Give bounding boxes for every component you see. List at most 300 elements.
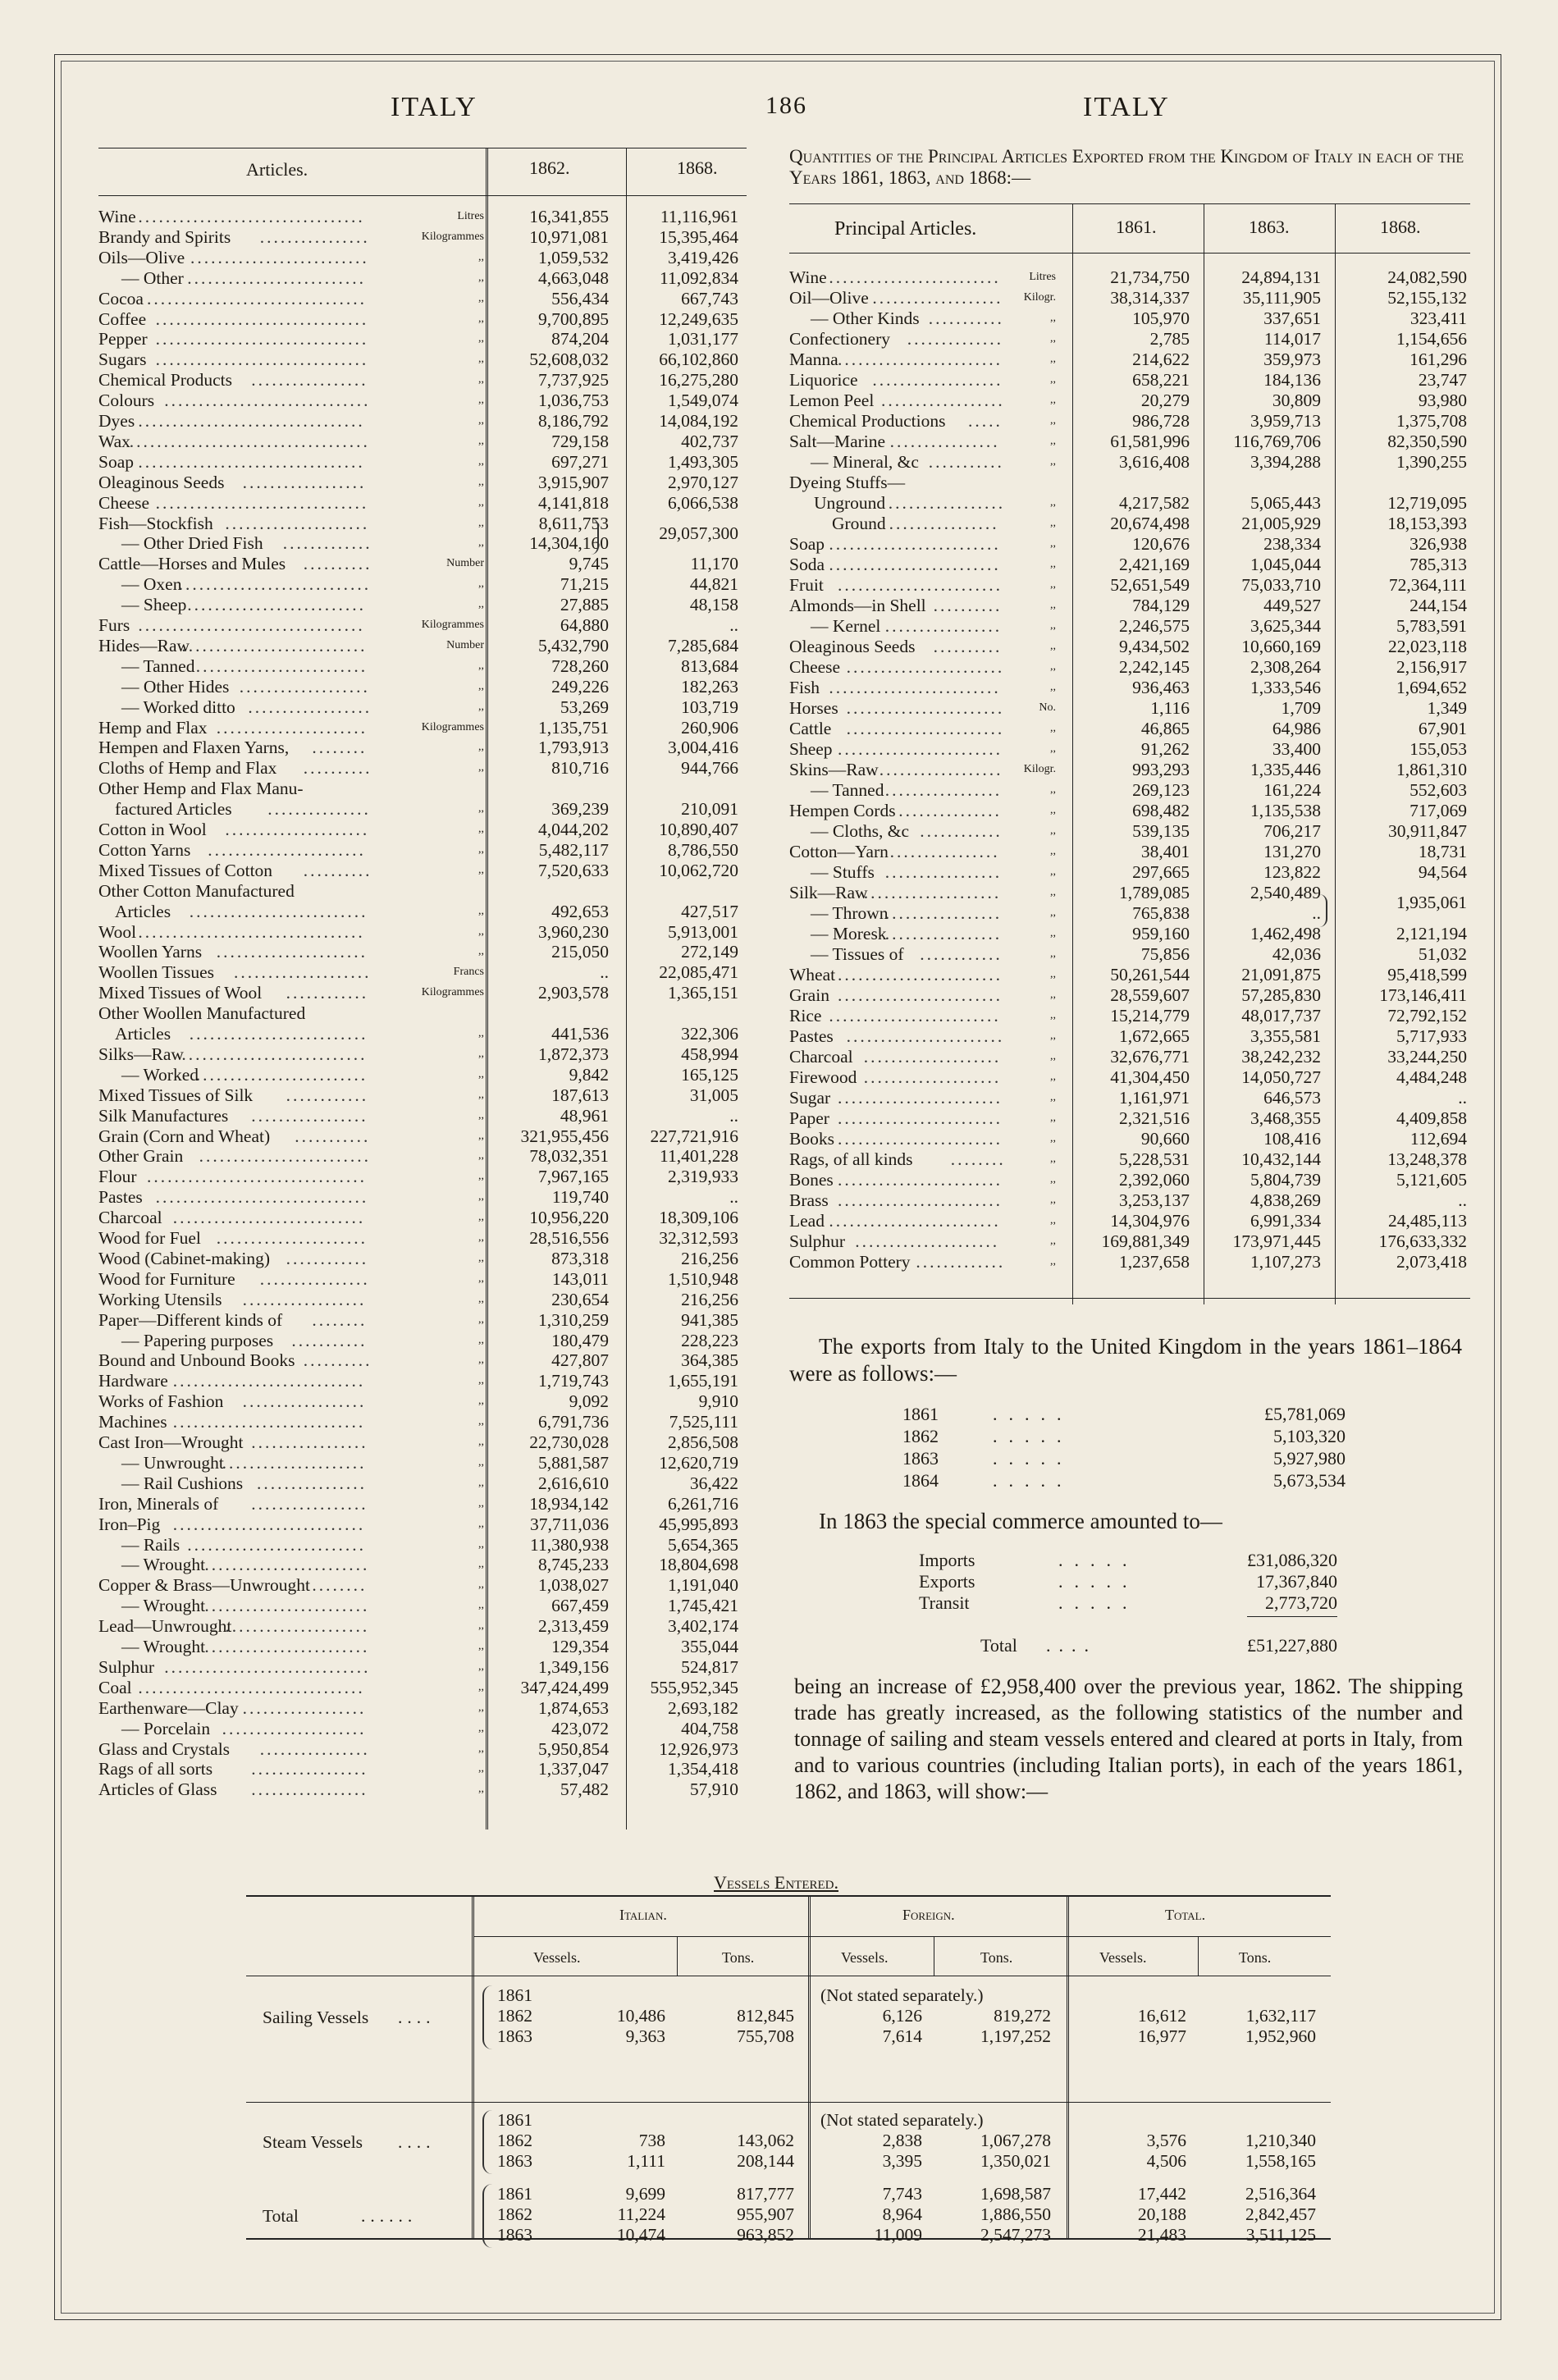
exports-unit: ,, bbox=[1050, 660, 1056, 673]
vessels-value: 2,547,273 bbox=[980, 2225, 1051, 2245]
exports-value-1861: 50,261,544 bbox=[1110, 965, 1190, 984]
exports-leader-dots: .................... bbox=[863, 883, 1002, 902]
exports-article-name: Firewood bbox=[789, 1067, 857, 1087]
exports-row bbox=[789, 1252, 1470, 1272]
imports-value-1862: 2,313,459 bbox=[538, 1616, 609, 1637]
imports-value-1868: 813,684 bbox=[681, 656, 738, 676]
imports-row bbox=[98, 1085, 747, 1105]
imports-row bbox=[98, 1719, 747, 1738]
imports-article-name: Wood (Cabinet-making) bbox=[98, 1248, 271, 1268]
imports-unit: ,, bbox=[478, 414, 484, 427]
imports-article-name: Wax bbox=[98, 431, 130, 451]
imports-value-1868: 404,758 bbox=[681, 1718, 738, 1738]
imports-value-1868: 11,170 bbox=[690, 554, 738, 574]
imports-row bbox=[98, 391, 747, 410]
imports-value-1868: 6,066,538 bbox=[668, 492, 738, 513]
imports-value-1862: 78,032,351 bbox=[529, 1146, 609, 1167]
exports-value-1861: 3,616,408 bbox=[1119, 452, 1190, 472]
imports-value-1868: 5,654,365 bbox=[668, 1534, 738, 1555]
imports-leader-dots: ............. bbox=[282, 533, 372, 554]
imports-row bbox=[98, 248, 747, 267]
exports-article-name: Paper bbox=[789, 1108, 829, 1128]
imports-value-1862: 22,730,028 bbox=[529, 1432, 609, 1452]
vessels-year: 1863 bbox=[497, 2225, 532, 2245]
imports-value-1868: 228,223 bbox=[681, 1330, 738, 1350]
exports-leader-dots: ........................ bbox=[838, 349, 1003, 369]
imports-article-name: Charcoal bbox=[98, 1208, 162, 1228]
imports-value-1862: 1,310,259 bbox=[538, 1309, 609, 1330]
imports-row bbox=[98, 227, 747, 247]
imports-row bbox=[98, 1494, 747, 1514]
vessels-value: 819,272 bbox=[994, 2006, 1051, 2026]
imports-article-name: Wood for Fuel bbox=[98, 1228, 201, 1248]
exports-unit: ,, bbox=[1050, 1255, 1056, 1268]
imports-article-name: — Sheep bbox=[121, 595, 187, 615]
imports-article-name: Lead—Unwrought bbox=[98, 1616, 232, 1637]
imports-value-1862: 7,967,165 bbox=[538, 1167, 609, 1187]
imports-leader-dots: ..................... bbox=[225, 513, 370, 533]
imports-row bbox=[98, 656, 747, 676]
exports-value-1861: 936,463 bbox=[1132, 678, 1190, 697]
imports-article-name: — Rail Cushions bbox=[121, 1473, 244, 1493]
exports-article-name: Grain bbox=[789, 985, 829, 1005]
imports-unit: ,, bbox=[478, 1619, 484, 1633]
imports-leader-dots: .................... bbox=[234, 962, 372, 983]
imports-value-1868: 29,057,300 bbox=[659, 523, 738, 543]
imports-value-1862: 180,479 bbox=[551, 1330, 609, 1350]
exports-row bbox=[789, 903, 1470, 923]
vessels-value: 208,144 bbox=[737, 2151, 794, 2171]
imports-article-name: — Other Dried Fish bbox=[121, 533, 263, 554]
imports-article-name: — Tanned bbox=[121, 656, 195, 676]
vessels-value: 1,952,960 bbox=[1245, 2026, 1316, 2046]
exports-row bbox=[789, 1149, 1470, 1169]
exports-col-1868: 1868. bbox=[1380, 217, 1421, 237]
exports-value-1863: .. bbox=[1312, 903, 1321, 923]
imports-leader-dots: ............................ bbox=[172, 1514, 366, 1534]
exports-unit: ,, bbox=[1050, 1091, 1056, 1103]
imports-unit: ,, bbox=[478, 1762, 484, 1775]
exports-value-1868: 1,375,708 bbox=[1396, 411, 1467, 431]
exports-leader-dots: ................. bbox=[888, 493, 1006, 513]
commerce-row bbox=[919, 1551, 1337, 1570]
exports-unit: No. bbox=[1039, 701, 1056, 714]
exports-row bbox=[789, 862, 1470, 882]
imports-unit: ,, bbox=[478, 1231, 484, 1244]
imports-unit: ,, bbox=[478, 1701, 484, 1714]
exports-leader-dots: ........................ bbox=[838, 575, 1003, 595]
imports-value-1862: .. bbox=[600, 962, 609, 983]
imports-article-name: Brandy and Spirits bbox=[98, 226, 231, 247]
imports-value-1862: 9,700,895 bbox=[538, 308, 609, 329]
exports-leader-dots: ........................ bbox=[838, 1170, 1003, 1190]
imports-article-name: Cloths of Hemp and Flax bbox=[98, 758, 277, 779]
imports-leader-dots: ........................ bbox=[204, 1637, 370, 1656]
exports-row bbox=[789, 1211, 1470, 1231]
imports-row bbox=[98, 758, 747, 778]
commerce-total-dots: .... bbox=[1046, 1635, 1097, 1656]
imports-row bbox=[98, 411, 747, 431]
exports-unit: Kilogr. bbox=[1023, 291, 1056, 304]
exports-value-1863: 5,804,739 bbox=[1250, 1170, 1321, 1190]
imports-value-1862: 810,716 bbox=[551, 758, 609, 779]
exports-value-1861: 75,856 bbox=[1140, 944, 1190, 964]
exports-value-1861: 169,881,349 bbox=[1101, 1231, 1190, 1251]
imports-leader-dots: .................. bbox=[248, 697, 372, 717]
imports-value-1868: 9,910 bbox=[698, 1391, 738, 1412]
exports-article-name: Fruit bbox=[789, 575, 824, 595]
exports-leader-dots: ........ bbox=[950, 1149, 1006, 1169]
imports-unit: ,, bbox=[478, 1436, 484, 1448]
imports-value-1862: 11,380,938 bbox=[530, 1534, 609, 1555]
imports-article-name: Iron, Minerals of bbox=[98, 1493, 219, 1514]
imports-row bbox=[98, 1575, 747, 1595]
imports-leader-dots: .......... bbox=[303, 1350, 372, 1371]
imports-unit: ,, bbox=[478, 843, 484, 856]
exports-value-1868: 18,731 bbox=[1418, 842, 1467, 861]
vessels-value: 7,614 bbox=[882, 2026, 922, 2046]
imports-leader-dots: .......................... bbox=[187, 267, 366, 288]
imports-table bbox=[98, 139, 747, 1830]
exports-leader-dots: ................ bbox=[889, 514, 999, 533]
exports-unit: ,, bbox=[1050, 1153, 1056, 1165]
exports-row bbox=[789, 411, 1470, 431]
exports-article-name: Wine bbox=[789, 267, 827, 287]
imports-value-1862: 347,424,499 bbox=[520, 1677, 609, 1697]
imports-row bbox=[98, 1146, 747, 1166]
exports-leader-dots: ................ bbox=[889, 432, 1000, 451]
imports-unit: ,, bbox=[478, 434, 484, 447]
exports-value-1868: 82,350,590 bbox=[1387, 432, 1467, 451]
imports-leader-dots: .......... bbox=[303, 758, 372, 779]
exports-article-name: Unground bbox=[814, 493, 886, 513]
imports-unit: ,, bbox=[478, 1333, 484, 1346]
vessels-value: 7,743 bbox=[882, 2184, 922, 2204]
exports-value-1868: 161,296 bbox=[1410, 349, 1467, 369]
exports-row bbox=[789, 575, 1470, 595]
imports-value-1868: 216,256 bbox=[681, 1248, 738, 1268]
imports-unit: ,, bbox=[478, 291, 484, 304]
exports-leader-dots: ....................... bbox=[846, 657, 1005, 677]
imports-leader-dots: .......... bbox=[303, 860, 372, 880]
exports-leader-dots: ....................... bbox=[846, 698, 1005, 718]
exports-unit: ,, bbox=[1050, 866, 1056, 878]
exports-col-1861: 1861. bbox=[1116, 217, 1157, 237]
exports-row bbox=[789, 801, 1470, 820]
exports-unit: ,, bbox=[1050, 1132, 1056, 1144]
imports-unit: ,, bbox=[478, 1537, 484, 1551]
exports-leader-dots: ........................ bbox=[838, 1190, 1003, 1210]
imports-value-1868: 31,005 bbox=[689, 1085, 738, 1105]
imports-value-1862: 5,881,587 bbox=[538, 1452, 609, 1473]
uk-export-dots: ..... bbox=[993, 1426, 1073, 1446]
vessels-year: 1861 bbox=[497, 2184, 532, 2204]
imports-leader-dots: ............................ bbox=[172, 1371, 366, 1391]
imports-article-name: Sugars bbox=[98, 349, 147, 370]
exports-value-1863: 21,091,875 bbox=[1241, 965, 1321, 984]
imports-value-1868: 1,655,191 bbox=[668, 1371, 738, 1391]
imports-value-1868: 5,913,001 bbox=[668, 921, 738, 942]
imports-value-1862: 729,158 bbox=[551, 431, 609, 451]
exports-value-1868: 13,248,378 bbox=[1387, 1149, 1467, 1169]
imports-unit: ,, bbox=[478, 1272, 484, 1285]
exports-leader-dots: ........................ bbox=[838, 1088, 1003, 1108]
exports-value-1863: 57,285,830 bbox=[1241, 985, 1321, 1005]
imports-row bbox=[98, 1187, 747, 1207]
imports-unit: ,, bbox=[478, 332, 484, 345]
imports-leader-dots: ..................... bbox=[222, 1452, 367, 1473]
imports-leader-dots: ........................... bbox=[181, 635, 368, 656]
exports-article-name: Books bbox=[789, 1129, 834, 1149]
exports-value-1868: 326,938 bbox=[1410, 534, 1467, 554]
imports-unit: ,, bbox=[478, 1088, 484, 1101]
imports-value-1862: 4,044,202 bbox=[538, 820, 609, 839]
imports-article-name: Colours bbox=[98, 391, 155, 411]
exports-value-1863: 1,333,546 bbox=[1250, 678, 1321, 697]
imports-unit: ,, bbox=[478, 1640, 484, 1652]
exports-article-name: Lead bbox=[789, 1211, 825, 1231]
imports-unit: ,, bbox=[478, 1129, 484, 1142]
exports-unit: ,, bbox=[1050, 312, 1056, 324]
exports-value-1868: .. bbox=[1458, 1190, 1467, 1210]
bracket-fish bbox=[589, 518, 599, 555]
imports-unit: ,, bbox=[478, 578, 484, 591]
imports-unit: ,, bbox=[478, 1517, 484, 1530]
exports-unit: ,, bbox=[1050, 1112, 1056, 1124]
exports-leader-dots: .......... bbox=[933, 637, 1003, 656]
imports-leader-dots: ...................... bbox=[216, 942, 368, 962]
exports-value-1861: 105,970 bbox=[1132, 308, 1190, 328]
imports-value-1862: 18,934,142 bbox=[529, 1493, 609, 1514]
imports-row bbox=[98, 432, 747, 451]
exports-value-1868: 4,409,858 bbox=[1396, 1108, 1467, 1128]
imports-unit: ,, bbox=[478, 1476, 484, 1489]
imports-unit: ,, bbox=[478, 250, 484, 263]
exports-row bbox=[789, 370, 1470, 390]
imports-article-name: Copper & Brass—Unwrought bbox=[98, 1575, 310, 1596]
exports-article-name: — Thrown bbox=[811, 903, 889, 923]
imports-row bbox=[98, 1126, 747, 1146]
imports-value-1862: 1,038,027 bbox=[538, 1575, 609, 1596]
exports-unit: ,, bbox=[1050, 414, 1056, 427]
imports-article-name: Chemical Products bbox=[98, 370, 233, 391]
imports-value-1868: 667,743 bbox=[681, 288, 738, 308]
exports-value-1868: 72,792,152 bbox=[1387, 1006, 1467, 1026]
imports-value-1868: 165,125 bbox=[681, 1064, 738, 1085]
imports-leader-dots: ................................ bbox=[147, 288, 367, 308]
imports-value-1862: 7,737,925 bbox=[538, 370, 609, 391]
exports-value-1863: 1,462,498 bbox=[1250, 924, 1321, 943]
imports-value-1868: 3,419,426 bbox=[668, 247, 738, 267]
vessels-group-italian: Italian. bbox=[619, 1907, 667, 1923]
exports-value-1868: 112,694 bbox=[1410, 1129, 1467, 1149]
exports-article-name: Soap bbox=[789, 534, 825, 554]
imports-row bbox=[98, 697, 747, 717]
commerce-total-row bbox=[980, 1635, 1337, 1656]
imports-unit: ,, bbox=[478, 700, 484, 713]
vessels-value: 11,224 bbox=[617, 2204, 665, 2224]
imports-value-1868: 1,365,151 bbox=[668, 983, 738, 1003]
exports-value-1868: 2,073,418 bbox=[1396, 1252, 1467, 1272]
exports-article-name: Rice bbox=[789, 1006, 822, 1026]
exports-value-1863: 3,959,713 bbox=[1250, 411, 1321, 431]
exports-unit: ,, bbox=[1050, 373, 1056, 386]
exports-value-1863: 4,838,269 bbox=[1250, 1190, 1321, 1210]
uk-export-row bbox=[902, 1427, 1346, 1446]
imports-row bbox=[98, 1596, 747, 1615]
exports-value-1863: 114,017 bbox=[1263, 329, 1321, 349]
imports-unit: ,, bbox=[478, 394, 484, 407]
uk-export-value: 5,673,534 bbox=[1273, 1470, 1346, 1491]
imports-value-1862: 9,842 bbox=[569, 1064, 609, 1085]
imports-leader-dots: .......................... bbox=[187, 595, 366, 615]
vessels-value: 9,699 bbox=[625, 2184, 665, 2204]
imports-unit: ,, bbox=[478, 475, 484, 488]
imports-article-name: Articles of Glass bbox=[98, 1779, 217, 1800]
imports-row bbox=[98, 473, 747, 492]
imports-value-1868: 260,906 bbox=[681, 717, 738, 738]
exports-article-name: — Moresk bbox=[811, 924, 887, 943]
total-vessels-header: Vessels. bbox=[1099, 1949, 1147, 1966]
running-head-right: ITALY bbox=[1083, 92, 1170, 122]
imports-value-1862: 3,915,907 bbox=[538, 472, 609, 492]
exports-value-1861: 4,217,582 bbox=[1119, 493, 1190, 513]
exports-unit: ,, bbox=[1050, 537, 1056, 550]
exports-value-1868: 51,032 bbox=[1418, 944, 1467, 964]
exports-row bbox=[789, 883, 1470, 912]
vessels-value: 10,474 bbox=[616, 2225, 665, 2245]
imports-row bbox=[98, 1678, 747, 1697]
exports-row bbox=[789, 780, 1470, 800]
exports-row bbox=[789, 1026, 1470, 1046]
imports-unit: ,, bbox=[478, 1395, 484, 1408]
exports-value-1863: 238,334 bbox=[1263, 534, 1321, 554]
exports-row bbox=[789, 1129, 1470, 1149]
imports-row bbox=[98, 554, 747, 573]
imports-article-name: Other Hemp and Flax Manu- bbox=[98, 779, 304, 799]
imports-unit: Litres bbox=[457, 210, 484, 222]
imports-value-1862: 1,036,753 bbox=[538, 391, 609, 411]
imports-leader-dots: ........ bbox=[312, 1309, 368, 1330]
exports-value-1868: 94,564 bbox=[1418, 862, 1467, 882]
uk-export-dots: ..... bbox=[993, 1448, 1073, 1469]
imports-row bbox=[98, 1003, 747, 1023]
imports-article-name: Bound and Unbound Books bbox=[98, 1350, 295, 1371]
imports-value-1862: 9,745 bbox=[569, 554, 609, 574]
imports-value-1862: 10,956,220 bbox=[529, 1208, 609, 1228]
exports-value-1863: 35,111,905 bbox=[1242, 288, 1321, 308]
exports-value-1868: 155,053 bbox=[1410, 739, 1467, 759]
imports-unit: ,, bbox=[478, 863, 484, 876]
vessels-value: 16,612 bbox=[1137, 2006, 1186, 2026]
imports-unit: ,, bbox=[478, 312, 484, 325]
imports-row bbox=[98, 922, 747, 942]
imports-row bbox=[98, 983, 747, 1003]
vessels-value: 4,506 bbox=[1146, 2151, 1186, 2171]
commerce-label: Imports bbox=[919, 1550, 975, 1570]
exports-leader-dots: ......................... bbox=[829, 1211, 1001, 1231]
imports-value-1862: 5,950,854 bbox=[538, 1738, 609, 1759]
imports-value-1862: 4,141,818 bbox=[538, 492, 609, 513]
imports-leader-dots: ................................. bbox=[138, 1677, 365, 1697]
imports-row bbox=[98, 1759, 747, 1779]
imports-leader-dots: ........................ bbox=[204, 1555, 370, 1575]
exports-value-1863: 108,416 bbox=[1263, 1129, 1321, 1149]
imports-leader-dots: ................ bbox=[257, 1473, 367, 1493]
exports-row bbox=[789, 267, 1470, 287]
vessels-value: 8,964 bbox=[882, 2204, 922, 2224]
imports-leader-dots: ............................... bbox=[155, 308, 369, 329]
exports-value-1863: 359,973 bbox=[1263, 349, 1321, 369]
exports-value-1863: 449,527 bbox=[1263, 596, 1321, 615]
imports-article-name: Wine bbox=[98, 207, 136, 226]
exports-value-1863: 14,050,727 bbox=[1241, 1067, 1321, 1087]
imports-row bbox=[98, 1249, 747, 1268]
imports-value-1862: 2,903,578 bbox=[538, 983, 609, 1003]
commerce-total-value: £51,227,880 bbox=[1247, 1635, 1337, 1656]
vessels-value: 1,067,278 bbox=[980, 2131, 1051, 2150]
exports-value-1861: 5,228,531 bbox=[1119, 1149, 1190, 1169]
exports-value-1861: 9,434,502 bbox=[1119, 637, 1190, 656]
vessels-value: 1,698,587 bbox=[980, 2184, 1051, 2204]
imports-value-1862: 492,653 bbox=[551, 901, 609, 921]
imports-value-1862: 5,482,117 bbox=[538, 839, 609, 860]
paragraph-special-commerce: In 1863 the special commerce amounted to— bbox=[819, 1509, 1222, 1533]
imports-value-1868: 12,249,635 bbox=[659, 308, 738, 329]
exports-row bbox=[789, 678, 1470, 697]
exports-unit: ,, bbox=[1050, 496, 1056, 509]
imports-value-1868: 10,062,720 bbox=[659, 860, 738, 880]
exports-article-name: Sulphur bbox=[789, 1231, 846, 1251]
exports-value-1868: 5,783,591 bbox=[1396, 616, 1467, 636]
vessels-value: 9,363 bbox=[625, 2026, 665, 2046]
vessels-value: 3,576 bbox=[1146, 2131, 1186, 2150]
imports-unit: ,, bbox=[478, 516, 484, 529]
imports-row bbox=[98, 289, 747, 308]
imports-article-name: Woollen Yarns bbox=[98, 942, 203, 962]
imports-value-1868: 524,817 bbox=[681, 1656, 738, 1677]
vessels-value: 20,188 bbox=[1137, 2204, 1186, 2224]
imports-value-1868: 45,995,893 bbox=[659, 1514, 738, 1534]
exports-unit: ,, bbox=[1050, 619, 1056, 632]
imports-article-name: Cheese bbox=[98, 492, 150, 513]
exports-value-1868: 5,121,605 bbox=[1396, 1170, 1467, 1190]
imports-leader-dots: .......................... bbox=[189, 901, 368, 921]
imports-value-1868: 14,084,192 bbox=[659, 411, 738, 431]
exports-value-1868: 1,694,652 bbox=[1396, 678, 1467, 697]
vessels-year: 1862 bbox=[497, 2204, 532, 2224]
exports-value-1868: 33,244,250 bbox=[1387, 1047, 1467, 1067]
exports-value-1861: 1,116 bbox=[1150, 698, 1190, 718]
imports-value-1862: 230,654 bbox=[551, 1289, 609, 1309]
exports-table bbox=[789, 197, 1470, 1304]
italian-tons-header: Tons. bbox=[722, 1949, 755, 1966]
imports-article-name: Fish—Stockfish bbox=[98, 513, 213, 533]
commerce-value: 17,367,840 bbox=[1256, 1571, 1337, 1592]
imports-leader-dots: .......................... bbox=[187, 1534, 366, 1555]
imports-article-name: Coal bbox=[98, 1677, 132, 1697]
imports-value-1868: 2,970,127 bbox=[668, 472, 738, 492]
exports-value-1868: 323,411 bbox=[1410, 308, 1467, 328]
imports-leader-dots: ............................... bbox=[155, 329, 369, 349]
imports-unit: ,, bbox=[478, 1680, 484, 1693]
imports-leader-dots: .......................... bbox=[190, 247, 369, 267]
imports-unit: ,, bbox=[478, 802, 484, 815]
uk-export-row bbox=[902, 1471, 1346, 1491]
commerce-dots: ..... bbox=[1058, 1571, 1139, 1592]
exports-article-name: — Tissues of bbox=[811, 944, 904, 964]
exports-leader-dots: ......................... bbox=[829, 1006, 1001, 1026]
